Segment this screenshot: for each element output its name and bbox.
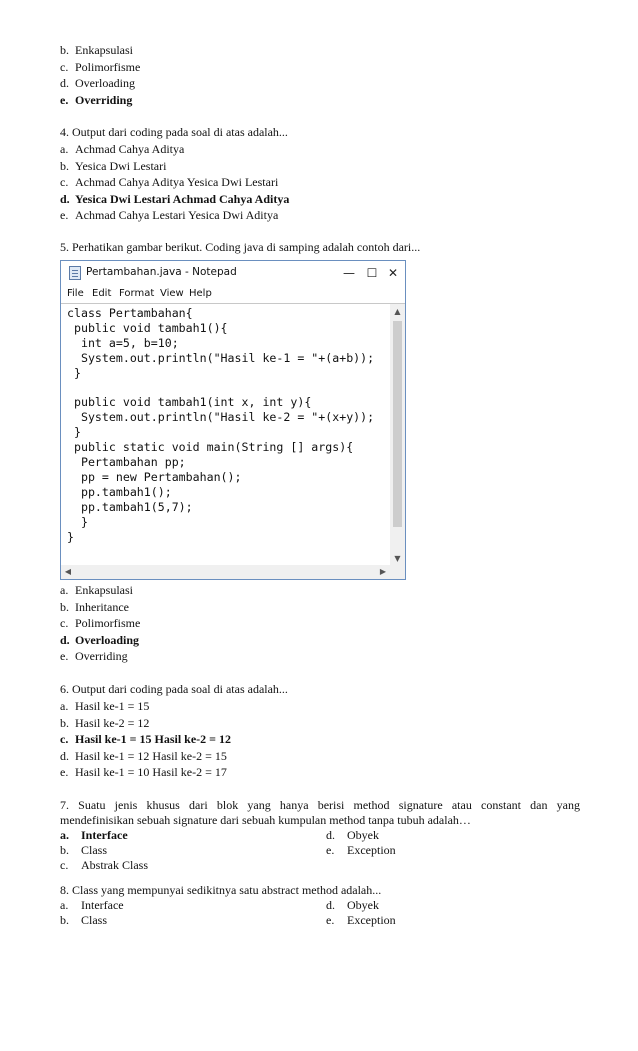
- option-a: a. Interface: [60, 898, 124, 912]
- option-c: c. Abstrak Class: [60, 858, 148, 872]
- minimize-icon: —: [343, 266, 355, 280]
- option-c: c. Polimorfisme: [60, 59, 141, 74]
- scroll-left-icon: ◀: [64, 567, 72, 576]
- option-a: a. Achmad Cahya Aditya: [60, 142, 185, 156]
- question-6: [60, 681, 600, 781]
- scrollbar-corner: [390, 565, 405, 579]
- menu-edit: Edit: [92, 288, 112, 299]
- question-7-row-2: [60, 843, 580, 858]
- code-line: public void tambah1(int x, int y){: [73, 395, 312, 410]
- close-icon: ✕: [387, 266, 399, 280]
- option-e: e. Exception: [326, 843, 396, 857]
- code-line: Pertambahan pp;: [80, 455, 186, 470]
- option-e: e. Overriding: [60, 649, 128, 663]
- option-a: a. Hasil ke-1 = 15: [60, 699, 150, 713]
- question-7: [60, 798, 580, 873]
- code-line: pp.tambah1();: [80, 484, 172, 499]
- menu-help: Help: [189, 288, 212, 299]
- option-b: b. Inheritance: [60, 599, 129, 614]
- option-b: b. Hasil ke-2 = 12: [60, 715, 150, 730]
- option-a: a. Enkapsulasi: [60, 583, 133, 597]
- vertical-scrollbar: [390, 303, 405, 566]
- question-7-row-3: [60, 858, 580, 873]
- question-4: [60, 124, 600, 224]
- question-7-text-line2: mendefinisikan sebuah signature dari sebuah kumpulan method tanpa tubuh adalah…: [60, 813, 471, 827]
- question-5-options: [60, 582, 600, 665]
- notepad-icon: [69, 266, 81, 280]
- code-line: System.out.println("Hasil ke-1 = "+(a+b));: [80, 350, 375, 365]
- option-b: b. Yesica Dwi Lestari: [60, 158, 167, 173]
- option-e-answer: e. Overriding: [60, 92, 133, 107]
- option-e: e. Hasil ke-1 = 10 Hasil ke-2 = 17: [60, 765, 227, 779]
- menu-file: File: [67, 288, 84, 299]
- question-8-text: 8. Class yang mempunyai sedikitnya satu abstract method adalah...: [60, 883, 382, 897]
- code-line: public void tambah1(){: [73, 320, 228, 335]
- code-text: [61, 304, 390, 545]
- horizontal-scrollbar: [61, 565, 390, 579]
- notepad-editor: [61, 303, 390, 566]
- option-d: d. Overloading: [60, 76, 135, 90]
- option-c: c. Achmad Cahya Aditya Yesica Dwi Lestari: [60, 175, 279, 189]
- maximize-icon: ☐: [366, 266, 378, 280]
- question-5-text: 5. Perhatikan gambar berikut. Coding java di samping adalah contoh dari...: [60, 240, 421, 254]
- option-c: c. Polimorfisme: [60, 616, 141, 630]
- question-8-row-1: [60, 898, 580, 913]
- option-d-answer: d. Yesica Dwi Lestari Achmad Cahya Aditya: [60, 191, 290, 206]
- option-d-answer: d. Overloading: [60, 632, 140, 647]
- question-7-row-1: [60, 828, 580, 843]
- notepad-title: Pertambahan.java - Notepad: [86, 266, 237, 278]
- question-5: [60, 239, 600, 256]
- option-b: b. Enkapsulasi: [60, 43, 133, 57]
- scroll-thumb: [393, 321, 402, 527]
- question-6-text: 6. Output dari coding pada soal di atas adalah...: [60, 682, 288, 696]
- q3-options: [60, 42, 600, 108]
- option-b: b. Class: [60, 843, 108, 857]
- option-d: d. Obyek: [326, 828, 379, 842]
- option-c-answer: c. Hasil ke-1 = 15 Hasil ke-2 = 12: [60, 732, 232, 746]
- question-8: [60, 883, 580, 928]
- notepad-window: [60, 260, 406, 580]
- option-d: d. Obyek: [326, 898, 379, 912]
- code-line: int a=5, b=10;: [80, 335, 179, 350]
- menu-view: View: [160, 288, 184, 299]
- code-line: }: [73, 365, 81, 380]
- code-line: pp = new Pertambahan();: [80, 469, 242, 484]
- option-b: b. Class: [60, 913, 108, 927]
- code-line: pp.tambah1(5,7);: [80, 499, 193, 514]
- code-line: }: [80, 514, 88, 529]
- code-line: class Pertambahan{: [67, 306, 193, 320]
- option-a-answer: a. Interface: [60, 828, 128, 842]
- menu-format: Format: [119, 288, 155, 299]
- question-4-text: 4. Output dari coding pada soal di atas adalah...: [60, 125, 288, 139]
- notepad-menu-bar: [61, 285, 405, 303]
- scroll-down-icon: ▼: [394, 554, 401, 563]
- option-e: e. Achmad Cahya Lestari Yesica Dwi Aditya: [60, 208, 279, 222]
- scroll-right-icon: ▶: [379, 567, 387, 576]
- code-line: }: [67, 529, 74, 544]
- scroll-up-icon: ▲: [394, 307, 401, 316]
- code-line: System.out.println("Hasil ke-2 = "+(x+y));: [80, 410, 375, 425]
- option-d: d. Hasil ke-1 = 12 Hasil ke-2 = 15: [60, 748, 227, 763]
- option-e: e. Exception: [326, 913, 396, 927]
- question-7-text-line1: 7. Suatu jenis khusus dari blok yang hanya berisi method signature atau constant dan yang: [60, 798, 580, 812]
- code-line: }: [73, 425, 81, 440]
- question-8-row-2: [60, 913, 580, 928]
- code-line: public static void main(String [] args){: [73, 440, 354, 455]
- notepad-title-bar: [61, 261, 405, 285]
